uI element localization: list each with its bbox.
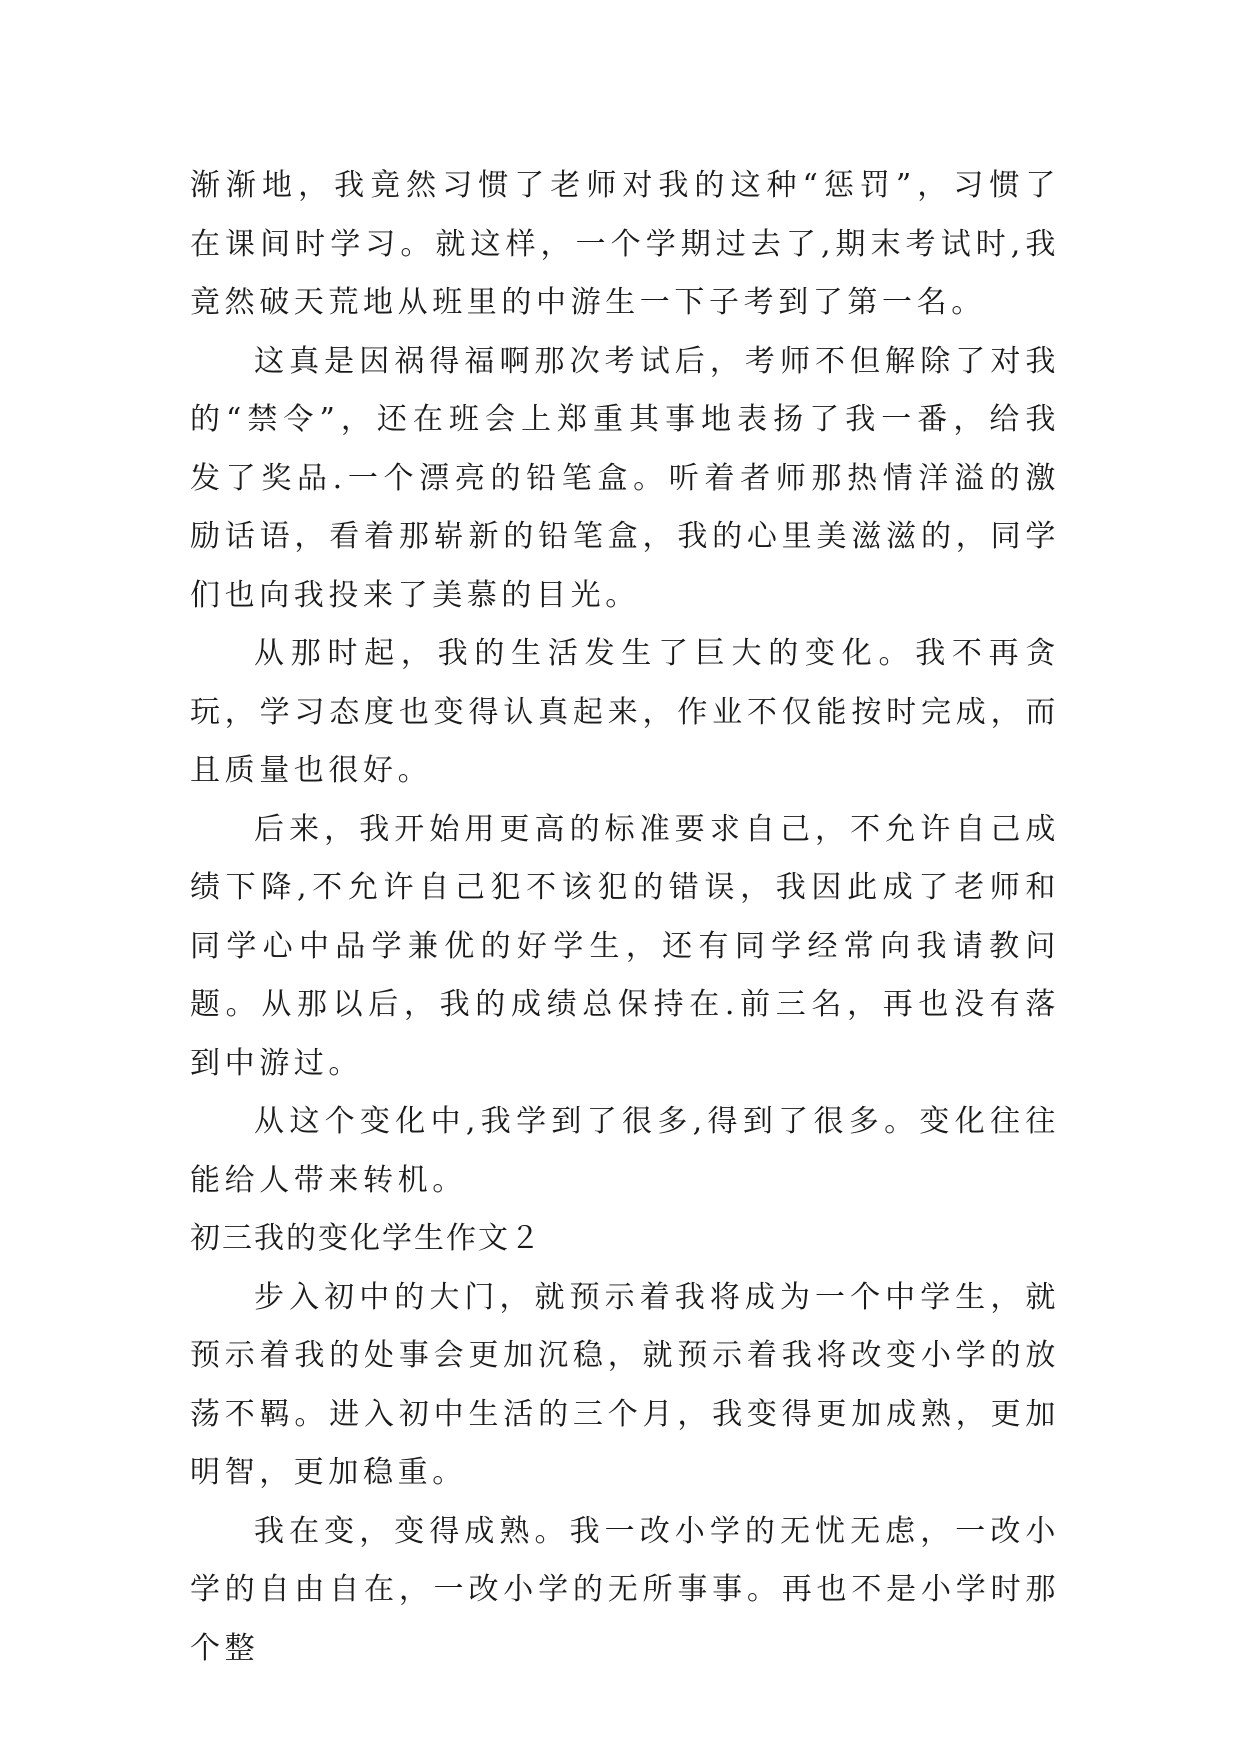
paragraph-2: 这真是因祸得福啊那次考试后，考师不但解除了对我的“禁令”，还在班会上郑重其事地表扬了我一番，给我发了奖品.一个漂亮的铅笔盒。听着者师那热情洋溢的激励话语，看着那崭新的铅笔盒，我的心里美滋滋的，同学们也向我投来了美慕的目光。: [190, 343, 1060, 613]
paragraph-1: 渐渐地，我竟然习惯了老师对我的这种“惩罚”，习惯了在课间时学习。就这样，一个学期过去了,期末考试时,我竟然破天荒地从班里的中游生一下子考到了第一名。: [190, 168, 1060, 320]
document-body: [190, 157, 1060, 1678]
paragraph-6: 步入初中的大门，就预示着我将成为一个中学生，就预示着我的处事会更加沉稳，就预示着我将改变小学的放荡不羁。进入初中生活的三个月，我变得更加成熟，更加明智，更加稳重。: [190, 1279, 1060, 1490]
paragraph-4: 后来，我开始用更高的标准要求自己，不允许自己成绩下降,不允许自己犯不该犯的错误，我因此成了老师和同学心中品学兼优的好学生，还有同学经常向我请教问题。从那以后，我的成绩总保持在.前三名，再也没有落到中游过。: [190, 811, 1060, 1081]
paragraph-5: 从这个变化中,我学到了很多,得到了很多。变化往往能给人带来转机。: [190, 1104, 1060, 1198]
section-title: 初三我的变化学生作文２: [190, 1221, 542, 1256]
paragraph-7: 我在变，变得成熟。我一改小学的无忧无虑，一改小学的自由自在，一改小学的无所事事。再也不是小学时那个整: [190, 1513, 1060, 1666]
paragraph-3: 从那时起，我的生活发生了巨大的变化。我不再贪玩，学习态度也变得认真起来，作业不仅能按时完成，而且质量也很好。: [190, 636, 1060, 788]
